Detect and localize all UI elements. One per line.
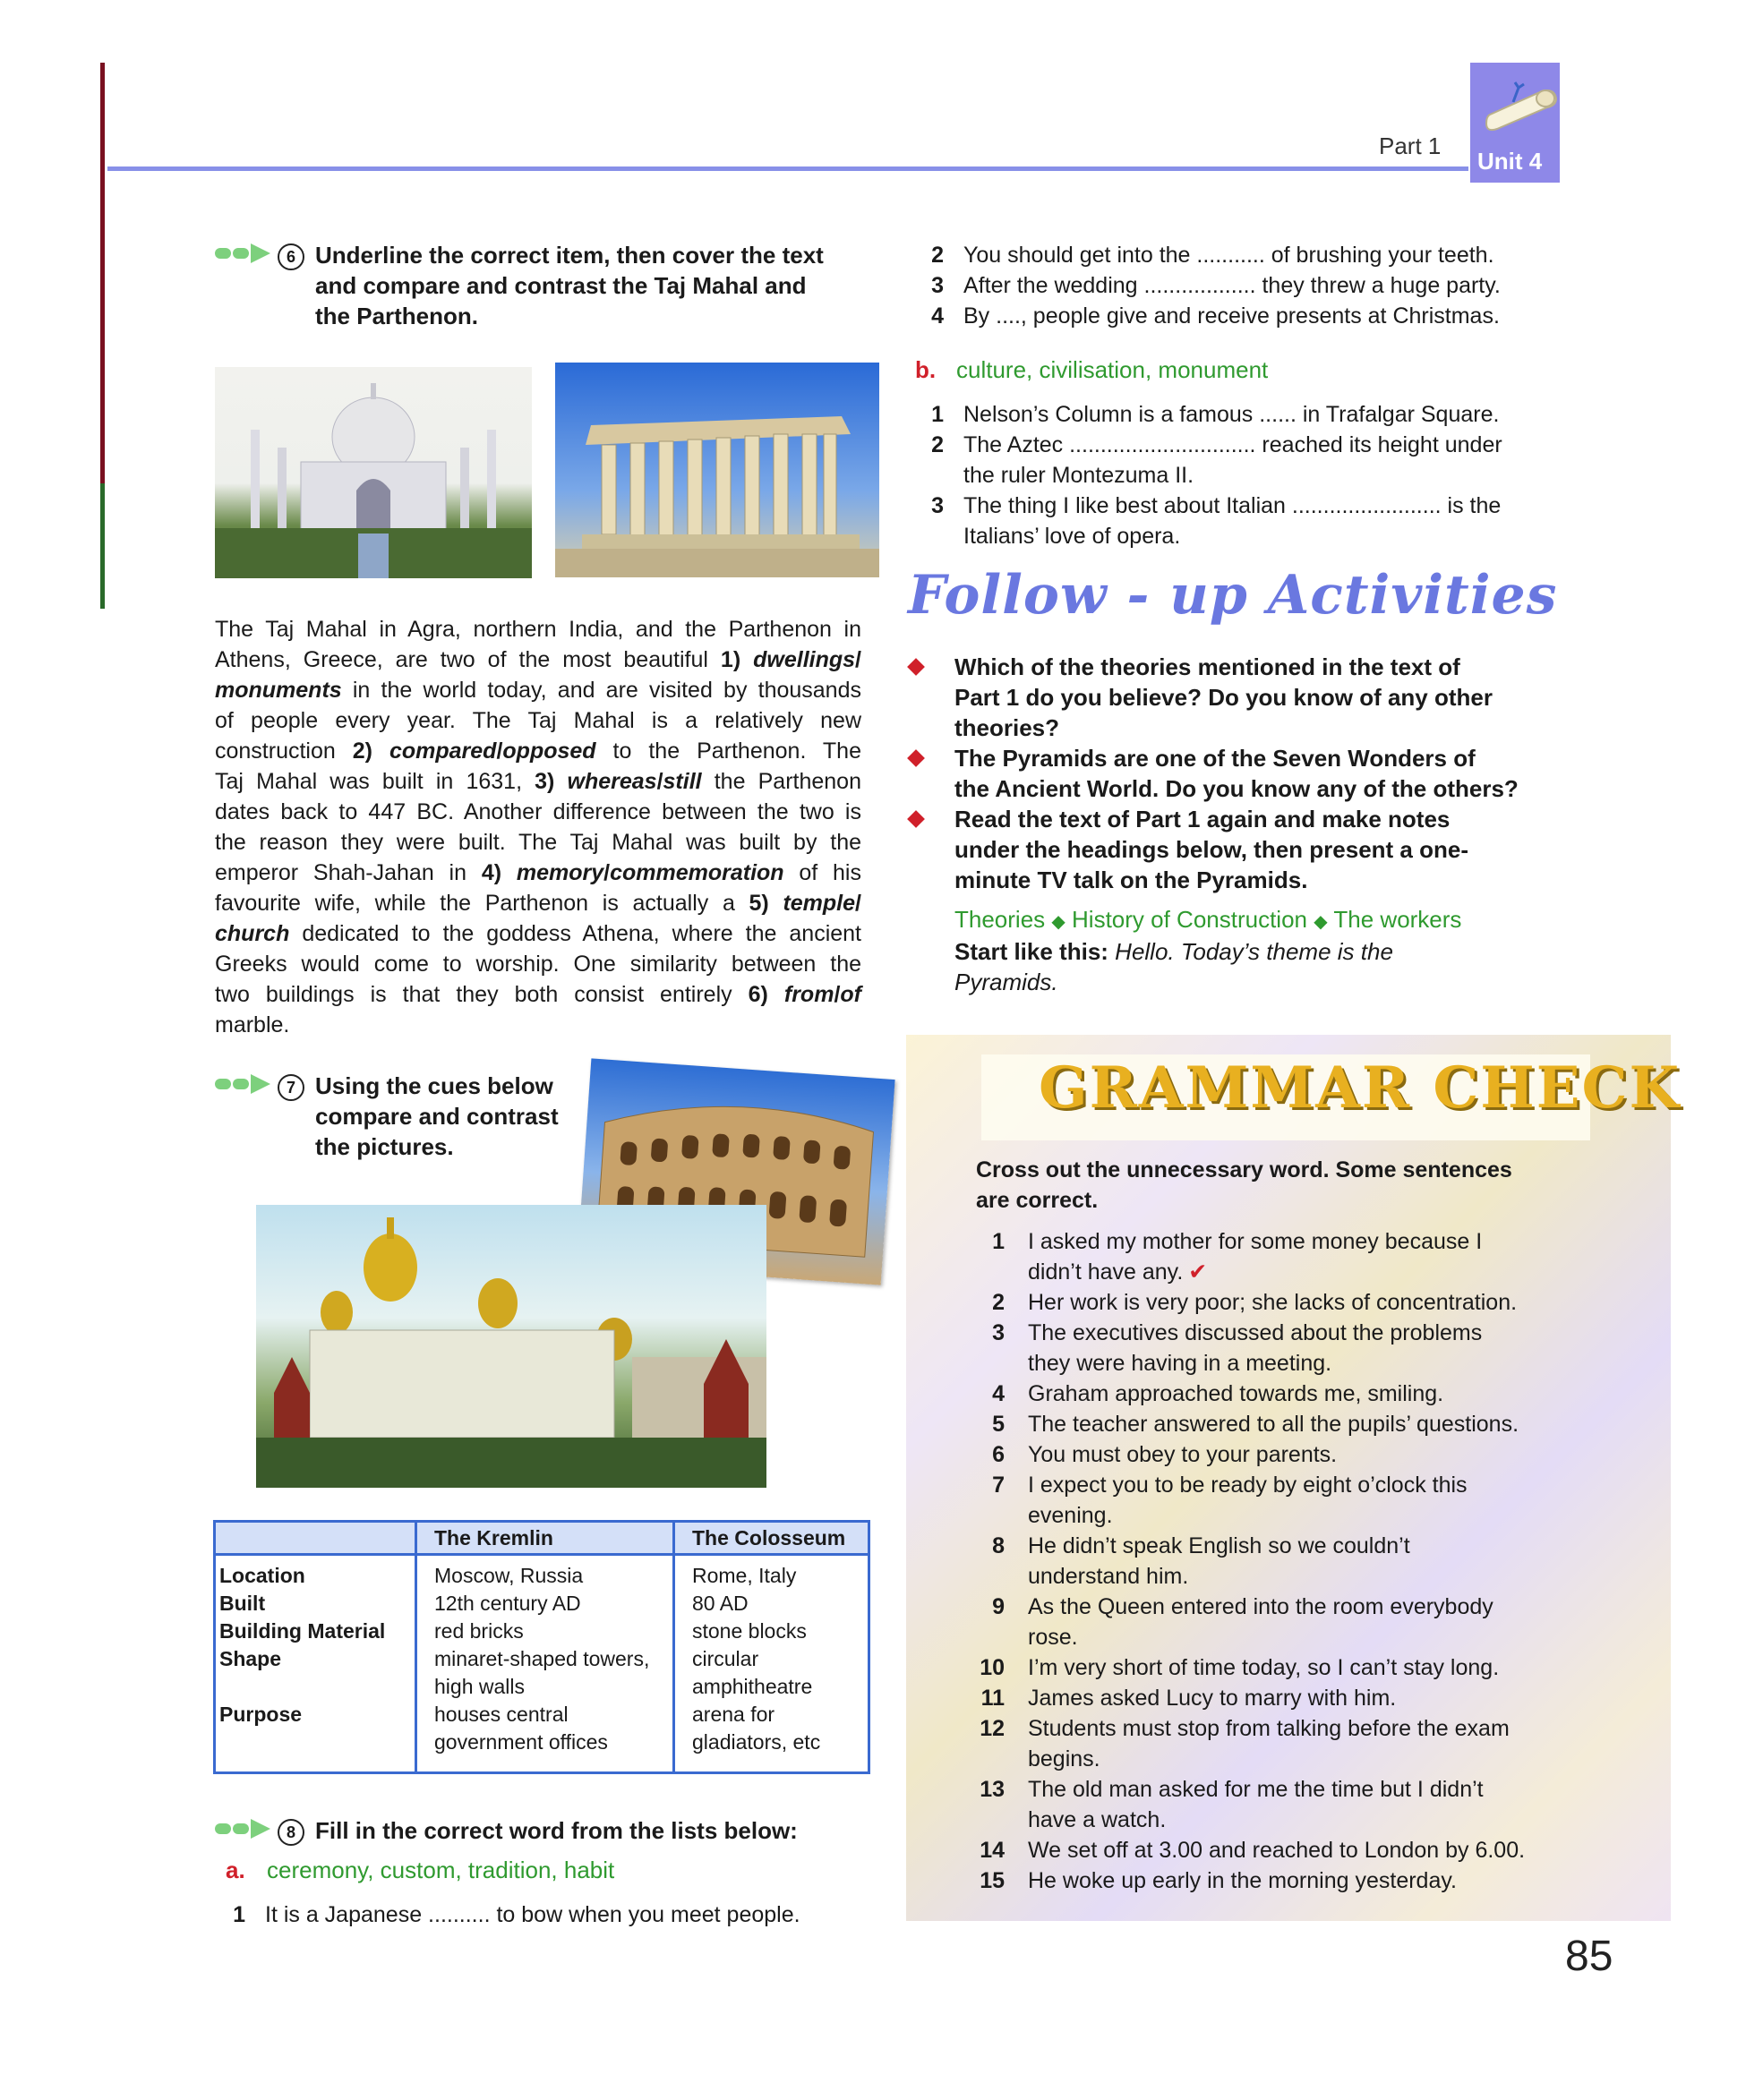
text-line xyxy=(215,1010,861,1040)
text-segment: 6) xyxy=(748,982,784,1007)
item-number: 10 xyxy=(980,1655,1005,1680)
follow-up-headings xyxy=(954,906,1461,934)
bullet-text: minute TV talk on the Pyramids. xyxy=(954,866,1308,893)
list-item xyxy=(972,1683,1653,1713)
table-cell: minaret-shaped towers, xyxy=(434,1647,650,1670)
item-text-content: He woke up early in the morning yesterday. xyxy=(1028,1868,1457,1893)
list-a-items-continued xyxy=(904,240,1567,331)
item-text xyxy=(1028,1835,1653,1865)
item-text xyxy=(1028,1470,1653,1500)
heading-workers: The workers xyxy=(1333,906,1462,933)
item-text-content: The teacher answered to all the pupils’ questions. xyxy=(1028,1412,1519,1437)
follow-up-bullet-item xyxy=(904,804,1585,895)
item-number: 8 xyxy=(992,1533,1005,1558)
item-text-content: Her work is very poor; she lacks of concentration. xyxy=(1028,1290,1518,1315)
item-number: 3 xyxy=(931,273,944,298)
exercise-7-instruction: Using the cues below compare and contrast the pictures. xyxy=(315,1072,559,1160)
answer-option: monuments xyxy=(215,678,342,703)
item-text xyxy=(963,521,1567,551)
list-item xyxy=(972,1652,1653,1683)
list-b-words: culture, civilisation, monument xyxy=(956,356,1269,383)
follow-up-bullets xyxy=(904,652,1585,895)
text-line xyxy=(215,918,861,949)
table-cell: 80 AD xyxy=(692,1592,749,1615)
exercise-number-6: 6 xyxy=(278,243,304,270)
table-cell: gladiators, etc xyxy=(692,1730,821,1754)
text-segment: dates back to 447 BC. Another difference between the two is xyxy=(215,799,861,824)
item-text xyxy=(1028,1531,1653,1561)
item-text-content: the ruler Montezuma II. xyxy=(963,463,1194,488)
item-number: 12 xyxy=(980,1716,1005,1741)
item-text xyxy=(963,491,1567,521)
text-segment: the Parthenon xyxy=(701,769,861,794)
list-item xyxy=(972,1835,1653,1865)
header-rule xyxy=(107,166,1468,171)
item-text-content: Students must stop from talking before the exam xyxy=(1028,1716,1510,1741)
bullet-text: theories? xyxy=(954,714,1060,741)
item-text xyxy=(963,301,1567,331)
item-number: 1 xyxy=(931,402,944,427)
text-line xyxy=(215,858,861,888)
exercise-number-7: 7 xyxy=(278,1074,304,1101)
list-a-words: ceremony, custom, tradition, habit xyxy=(267,1857,615,1883)
text-line xyxy=(215,888,861,918)
text-segment: Athens, Greece, are two of the most beautiful xyxy=(215,647,721,672)
bullet-text: under the headings below, then present a one- xyxy=(954,836,1468,863)
table-cell: arena for xyxy=(692,1703,775,1726)
bullet-text: Which of the theories mentioned in the text of xyxy=(954,653,1460,680)
item-text xyxy=(1028,1774,1653,1805)
item-text-content: didn’t have any. xyxy=(1028,1259,1184,1285)
table-cell: high walls xyxy=(434,1675,525,1698)
exercise-6-text xyxy=(215,614,861,1040)
list-item xyxy=(904,301,1567,331)
bullet-text: Read the text of Part 1 again and make notes xyxy=(954,806,1451,832)
item-text xyxy=(1028,1257,1653,1287)
text-segment: / xyxy=(834,982,841,1007)
text-segment: Taj Mahal was built in 1631, xyxy=(215,769,535,794)
text-line xyxy=(215,675,861,705)
header-part-label: Part 1 xyxy=(1379,132,1442,159)
grammar-check-instruction: Cross out the unnecessary word. Some sentences are correct. xyxy=(976,1157,1512,1213)
list-item xyxy=(972,1713,1653,1774)
item-text-content: The thing I like best about Italian ........................ is the xyxy=(963,493,1502,518)
list-item xyxy=(972,1470,1653,1531)
list-item xyxy=(904,240,1567,270)
text-line xyxy=(215,827,861,858)
item-text-content: The Aztec .............................. reached its height under xyxy=(963,432,1502,457)
text-segment: two buildings is that they both consist entirely xyxy=(215,982,749,1007)
table-cell: government offices xyxy=(434,1730,608,1754)
list-a-letter: a. xyxy=(226,1857,245,1883)
bullet-text: the Ancient World. Do you know any of the others? xyxy=(954,775,1519,802)
item-text-content: We set off at 3.00 and reached to London by 6.00. xyxy=(1028,1838,1526,1863)
table-row-label: Location xyxy=(219,1564,305,1587)
item-text xyxy=(1028,1865,1653,1896)
table-row-label: Building Material xyxy=(219,1619,386,1643)
start-label: Start like this: xyxy=(954,938,1108,965)
text-line xyxy=(215,979,861,1010)
item-text-content: understand him. xyxy=(1028,1564,1189,1589)
text-line xyxy=(215,797,861,827)
text-segment: / xyxy=(496,738,503,764)
exercise-arrow-icon xyxy=(215,1819,270,1839)
table-header-colosseum: The Colosseum xyxy=(692,1526,846,1549)
item-text-content: Graham approached towards me, smiling. xyxy=(1028,1381,1444,1406)
text-segment: dedicated to the goddess Athena, where the ancient xyxy=(289,921,861,946)
text-segment: The Taj Mahal in Agra, northern India, and the Parthenon in xyxy=(215,617,861,642)
text-line xyxy=(215,949,861,979)
item-text-content: Italians’ love of opera. xyxy=(963,524,1181,549)
table-cell: circular xyxy=(692,1647,759,1670)
item-text xyxy=(1028,1500,1653,1531)
answer-option: commemoration xyxy=(610,860,784,885)
grammar-check-title: GRAMMAR CHECK xyxy=(1039,1054,1682,1122)
item-text-content: Nelson’s Column is a famous ...... in Trafalgar Square. xyxy=(963,402,1500,427)
text-segment: favourite wife, while the Parthenon is actually a xyxy=(215,891,749,916)
answer-option: dwellings xyxy=(753,647,856,672)
answer-option: temple xyxy=(783,891,856,916)
item-text-content: You must obey to your parents. xyxy=(1028,1442,1338,1467)
answer-option: memory xyxy=(516,860,604,885)
item-text-content: I expect you to be ready by eight o’clock this xyxy=(1028,1473,1468,1498)
item-text xyxy=(963,270,1567,301)
unit-tab xyxy=(1470,63,1560,183)
follow-up-bullet-item xyxy=(904,652,1585,743)
list-item xyxy=(904,430,1567,491)
item-number: 3 xyxy=(992,1320,1005,1345)
item-number: 6 xyxy=(992,1442,1005,1467)
item-number: 9 xyxy=(992,1594,1005,1619)
item-number: 2 xyxy=(931,432,944,457)
item-text-content: rose. xyxy=(1028,1625,1078,1650)
item-number: 2 xyxy=(931,243,944,268)
list-item xyxy=(224,1899,877,1930)
list-item xyxy=(972,1865,1653,1896)
item-text xyxy=(1028,1622,1653,1652)
heading-theories: Theories xyxy=(954,906,1046,933)
text-segment: / xyxy=(855,891,861,916)
table-divider xyxy=(672,1523,675,1771)
item-text xyxy=(963,460,1567,491)
item-number: 7 xyxy=(992,1473,1005,1498)
text-segment: to the Parthenon. The xyxy=(595,738,861,764)
item-text-content: As the Queen entered into the room everybody xyxy=(1028,1594,1493,1619)
answer-option: still xyxy=(663,769,702,794)
item-text-content: I’m very short of time today, so I can’t stay long. xyxy=(1028,1655,1500,1680)
list-item xyxy=(972,1318,1653,1379)
list-item xyxy=(904,491,1567,551)
item-number: 15 xyxy=(980,1868,1005,1893)
text-line xyxy=(215,705,861,736)
item-text-content: The executives discussed about the problems xyxy=(1028,1320,1483,1345)
item-text-content: evening. xyxy=(1028,1503,1113,1528)
item-number: 4 xyxy=(931,303,944,329)
exercise-arrow-icon xyxy=(215,243,270,263)
scroll-icon xyxy=(1483,79,1560,136)
table-cell: amphitheatre xyxy=(692,1675,813,1698)
item-text-content: they were having in a meeting. xyxy=(1028,1351,1332,1376)
bullet-diamond-icon xyxy=(907,658,925,676)
answer-option: compared xyxy=(389,738,497,764)
table-cell: red bricks xyxy=(434,1619,524,1643)
table-cell: houses central xyxy=(434,1703,569,1726)
text-line xyxy=(215,614,861,645)
follow-up-bullet-item xyxy=(904,743,1585,804)
taj-mahal-photo xyxy=(215,367,532,578)
diamond-icon: ◆ xyxy=(1314,912,1328,932)
item-text xyxy=(1028,1805,1653,1835)
table-divider xyxy=(415,1523,417,1771)
text-segment: marble. xyxy=(215,1012,290,1037)
start-text-continued: Pyramids. xyxy=(954,969,1058,995)
item-text-content: After the wedding .................. they threw a huge party. xyxy=(963,273,1501,298)
answer-option: church xyxy=(215,921,290,946)
list-item xyxy=(904,399,1567,430)
item-text-content: You should get into the ........... of brushing your teeth. xyxy=(963,243,1494,268)
item-text xyxy=(1028,1652,1653,1683)
item-number: 2 xyxy=(992,1290,1005,1315)
item-text-content: By ...., people give and receive presents at Christmas. xyxy=(963,303,1500,329)
text-segment: emperor Shah-Jahan in xyxy=(215,860,482,885)
list-item xyxy=(972,1226,1653,1287)
list-b-items xyxy=(904,399,1567,551)
item-text xyxy=(1028,1713,1653,1744)
text-segment: / xyxy=(656,769,663,794)
diamond-icon: ◆ xyxy=(1051,912,1066,932)
follow-up-start xyxy=(954,936,1581,997)
list-item xyxy=(972,1409,1653,1439)
text-line xyxy=(215,766,861,797)
item-text xyxy=(1028,1287,1653,1318)
text-segment: / xyxy=(855,647,861,672)
item-text-content: He didn’t speak English so we couldn’t xyxy=(1028,1533,1410,1558)
text-segment: Greeks would come to worship. One similarity between the xyxy=(215,952,861,977)
start-text: Hello. Today’s theme is the xyxy=(1115,938,1393,965)
item-text xyxy=(1028,1226,1653,1257)
item-text xyxy=(265,1899,877,1930)
text-line xyxy=(215,645,861,675)
text-segment: 2) xyxy=(352,738,389,764)
table-row-label: Purpose xyxy=(219,1703,303,1726)
table-row-label: Built xyxy=(219,1592,266,1615)
bullet-text: Part 1 do you believe? Do you know of any other xyxy=(954,684,1493,711)
text-segment: 4) xyxy=(481,860,517,885)
item-number: 4 xyxy=(992,1381,1005,1406)
exercise-arrow-icon xyxy=(215,1074,270,1094)
answer-option: from xyxy=(783,982,834,1007)
text-segment: / xyxy=(603,860,611,885)
item-text xyxy=(1028,1592,1653,1622)
item-number: 13 xyxy=(980,1777,1005,1802)
answer-option: opposed xyxy=(502,738,596,764)
item-text xyxy=(963,240,1567,270)
item-text-content: I asked my mother for some money because I xyxy=(1028,1229,1483,1254)
item-text xyxy=(1028,1561,1653,1592)
text-segment: of people every year. The Taj Mahal is a relatively new xyxy=(215,708,861,733)
item-text xyxy=(1028,1348,1653,1379)
item-text xyxy=(1028,1379,1653,1409)
list-item xyxy=(972,1287,1653,1318)
table-cell: Moscow, Russia xyxy=(434,1564,584,1587)
left-margin-bar-accent xyxy=(100,483,105,609)
text-line xyxy=(215,736,861,766)
item-text xyxy=(1028,1683,1653,1713)
text-segment: in the world today, and are visited by thousands xyxy=(341,678,861,703)
list-a-items-first xyxy=(224,1899,877,1930)
check-mark-icon: ✔ xyxy=(1188,1259,1208,1285)
table-cell: Rome, Italy xyxy=(692,1564,797,1587)
text-segment: the reason they were built. The Taj Mahal was built by the xyxy=(215,830,861,855)
item-text-content: The old man asked for me the time but I didn’t xyxy=(1028,1777,1484,1802)
comparison-table xyxy=(213,1520,870,1774)
kremlin-photo xyxy=(256,1205,766,1488)
table-cell: 12th century AD xyxy=(434,1592,581,1615)
table-header-kremlin: The Kremlin xyxy=(434,1526,553,1549)
item-text-content: It is a Japanese .......... to bow when you meet people. xyxy=(265,1902,800,1927)
item-number: 11 xyxy=(980,1686,1005,1711)
list-item xyxy=(972,1379,1653,1409)
follow-up-title: Follow - up Activities xyxy=(908,564,1558,627)
page-number: 85 xyxy=(1565,1933,1613,1980)
answer-option: of xyxy=(840,982,861,1007)
item-text-content: begins. xyxy=(1028,1746,1100,1771)
table-row-label: Shape xyxy=(219,1647,282,1670)
list-item xyxy=(972,1439,1653,1470)
list-item xyxy=(904,270,1567,301)
item-number: 14 xyxy=(980,1838,1005,1863)
text-segment: construction xyxy=(215,738,353,764)
exercise-8-instruction: Fill in the correct word from the lists below: xyxy=(315,1817,798,1844)
item-text-content: have a watch. xyxy=(1028,1807,1167,1832)
item-text xyxy=(1028,1439,1653,1470)
item-text xyxy=(1028,1318,1653,1348)
grammar-check-items xyxy=(972,1226,1653,1896)
list-item xyxy=(972,1592,1653,1652)
item-number: 1 xyxy=(992,1229,1005,1254)
item-number: 1 xyxy=(233,1902,245,1927)
item-text xyxy=(963,430,1567,460)
heading-history: History of Construction xyxy=(1072,906,1307,933)
item-text xyxy=(1028,1744,1653,1774)
exercise-number-8: 8 xyxy=(278,1819,304,1846)
list-item xyxy=(972,1531,1653,1592)
bullet-diamond-icon xyxy=(907,749,925,767)
table-cell: stone blocks xyxy=(692,1619,807,1643)
answer-option: whereas xyxy=(567,769,657,794)
item-number: 3 xyxy=(931,493,944,518)
text-segment: 1) xyxy=(720,647,754,672)
item-text xyxy=(1028,1409,1653,1439)
exercise-6-instruction: Underline the correct item, then cover the text and compare and contrast the Taj Mahal and the Parthenon. xyxy=(315,242,824,329)
unit-label: Unit 4 xyxy=(1477,148,1543,175)
bullet-diamond-icon xyxy=(907,810,925,828)
parthenon-photo xyxy=(555,363,879,577)
text-segment: of his xyxy=(783,860,861,885)
item-number: 5 xyxy=(992,1412,1005,1437)
bullet-text: The Pyramids are one of the Seven Wonders of xyxy=(954,745,1476,772)
item-text xyxy=(963,399,1567,430)
item-text-content: James asked Lucy to marry with him. xyxy=(1028,1686,1397,1711)
text-segment: 5) xyxy=(749,891,783,916)
list-b-letter: b. xyxy=(915,356,937,383)
text-segment: 3) xyxy=(535,769,568,794)
list-item xyxy=(972,1774,1653,1835)
